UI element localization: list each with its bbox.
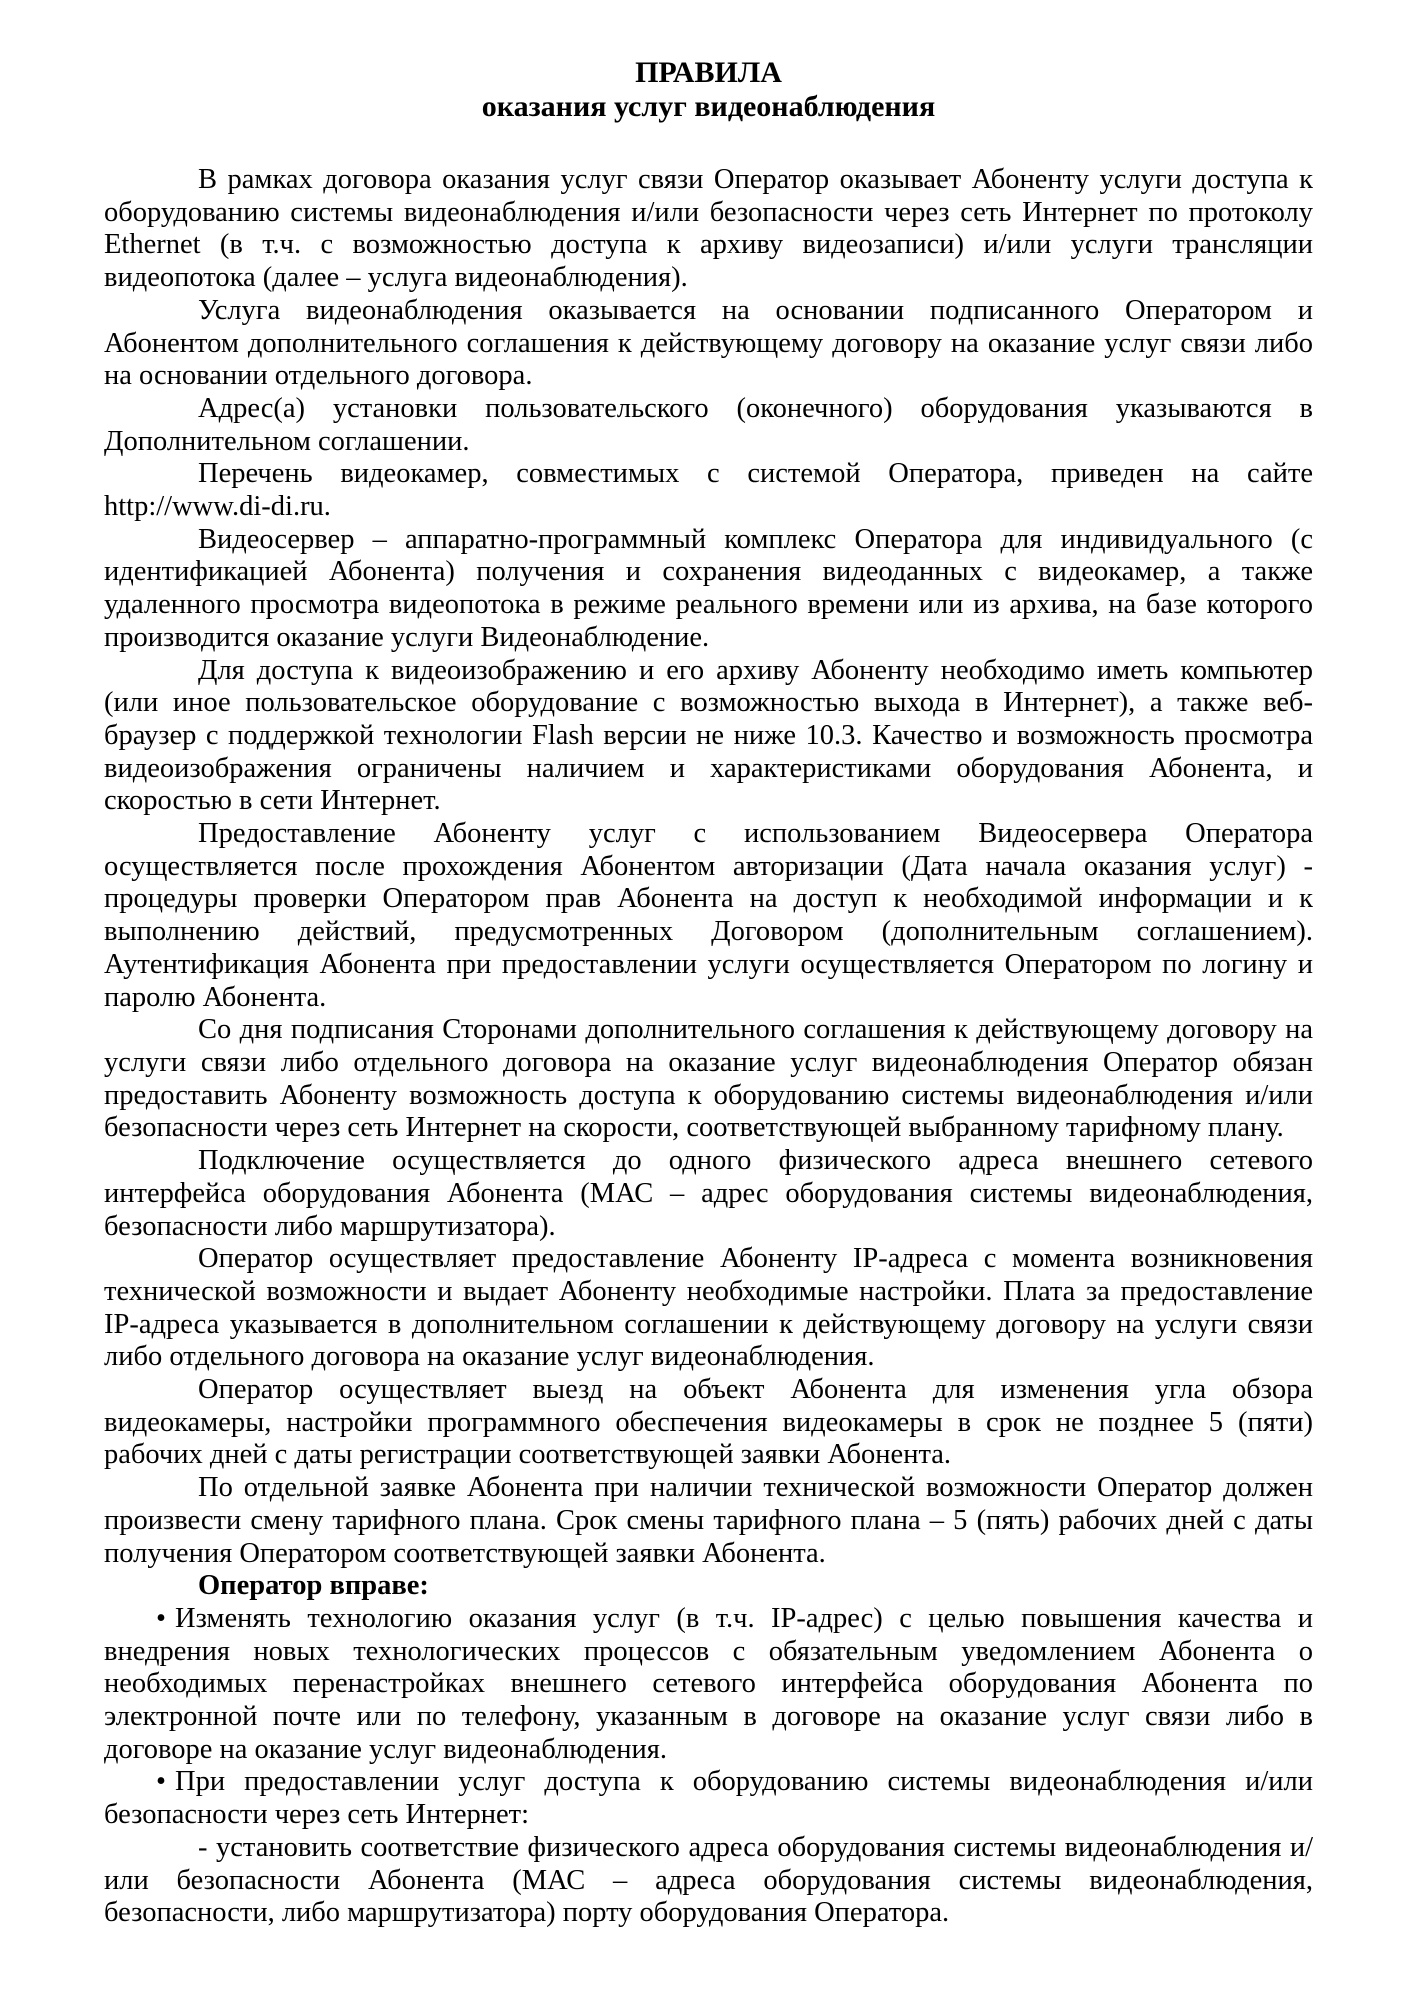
paragraph-signing-obligation: Со дня подписания Сторонами дополнительного соглашения к действующему договору на услуги связи либо отдельного договора на оказание услуг видеонаблюдения Оператор обязан предоставить Абоненту возможность доступа к оборудованию системы видеонаблюдения и/или безопасности через сеть Интернет на скорости, соответствующей выбранному тарифному плану.: [104, 1014, 1313, 1144]
paragraph-ip-address: Оператор осуществляет предоставление Абоненту IP-адреса с момента возникновения технической возможности и выдает Абоненту необходимые настройки. Плата за предоставление IP-адреса указывается в дополнительном соглашении к действующему договору на услуги связи либо отдельного договора на оказание услуг видеонаблюдения.: [104, 1243, 1313, 1373]
bullet-item-access-services: [104, 1766, 1313, 1831]
paragraph-service-basis: Услуга видеонаблюдения оказывается на основании подписанного Оператором и Абонентом дополнительного соглашения к действующему договору на оказание услуг связи либо на основании отдельного договора.: [104, 294, 1313, 392]
paragraph-tariff-change: По отдельной заявке Абонента при наличии технической возможности Оператор должен произвести смену тарифного плана. Срок смены тарифного плана – 5 (пять) рабочих дней с даты получения Оператором соответствующей заявки Абонента.: [104, 1472, 1313, 1569]
paragraph-site-visit: Оператор осуществляет выезд на объект Абонента для изменения угла обзора видеокамеры, настройки программного обеспечения видеокамеры в срок не позднее 5 (пяти) рабочих дней с даты регистрации соответствующей заявки Абонента.: [104, 1374, 1313, 1471]
heading-operator-rights: Оператор вправе:: [198, 1570, 429, 1602]
paragraph-access-requirements: Для доступа к видеоизображению и его архиву Абоненту необходимо иметь компьютер (или иное пользовательское оборудование с возможностью выхода в Интернет), а также веб-браузер с поддержкой технологии Flash версии не ниже 10.3. Качество и возможность просмотра видеоизображения ограничены наличием и характеристиками оборудования Абонента, и скоростью в сети Интернет.: [104, 654, 1313, 817]
bullet-item-text: При предоставлении услуг доступа к оборудованию системы видеонаблюдения и/или безопасности через сеть Интернет:: [104, 1766, 1313, 1831]
bullet-icon: •: [156, 1766, 166, 1798]
paragraph-mac-port-mapping: - установить соответствие физического адреса оборудования системы видеонаблюдения и/или безопасности Абонента (МАС – адреса оборудования системы видеонаблюдения, безопасности, либо маршрутизатора) порту оборудования Оператора.: [104, 1831, 1313, 1929]
paragraph-connection: Подключение осуществляется до одного физического адреса внешнего сетевого интерфейса оборудования Абонента (МАС – адрес оборудования системы видеонаблюдения, безопасности либо маршрутизатора).: [104, 1145, 1313, 1242]
page-title: ПРАВИЛА: [635, 56, 782, 89]
bullet-icon: •: [156, 1602, 166, 1634]
paragraph-intro: В рамках договора оказания услуг связи Оператор оказывает Абоненту услуги доступа к оборудованию системы видеонаблюдения и/или безопасности через сеть Интернет по протоколу Ethernet (в т.ч. с возможностью доступа к архиву видеозаписи) и/или услуги трансляции видеопотока (далее – услуга видеонаблюдения).: [104, 164, 1313, 294]
paragraph-address: Адрес(а) установки пользовательского (оконечного) оборудования указываются в Дополнительном соглашении.: [104, 392, 1313, 457]
paragraph-videoserver-definition: Видеосервер – аппаратно-программный комплекс Оператора для индивидуального (с идентификацией Абонента) получения и сохранения видеоданных с видеокамер, а также удаленного просмотра видеопотока в режиме реального времени или из архива, на базе которого производится оказание услуги Видеонаблюдение.: [104, 523, 1313, 653]
paragraph-authorization: Предоставление Абоненту услуг с использованием Видеосервера Оператора осуществляется после прохождения Абонентом авторизации (Дата начала оказания услуг) - процедуры проверки Оператором прав Абонента на доступ к необходимой информации и к выполнению действий, предусмотренных Договором (дополнительным соглашением). Аутентификация Абонента при предоставлении услуги осуществляется Оператором по логину и паролю Абонента.: [104, 818, 1313, 1013]
page-subtitle: оказания услуг видеонаблюдения: [481, 90, 936, 123]
bullet-item-text: Изменять технологию оказания услуг (в т.ч. IP-адрес) с целью повышения качества и внедрения новых технологических процессов с обязательным уведомлением Абонента о необходимых перенастройках внешнего сетевого интерфейса оборудования Абонента по электронной почте или по телефону, указанным в договоре на оказание услуг связи либо в договоре на оказание услуг видеонаблюдения.: [104, 1602, 1313, 1765]
bullet-item-change-technology: [104, 1603, 1313, 1767]
paragraph-camera-list: Перечень видеокамер, совместимых с системой Оператора, приведен на сайте http://www.di-di.ru.: [104, 458, 1313, 523]
